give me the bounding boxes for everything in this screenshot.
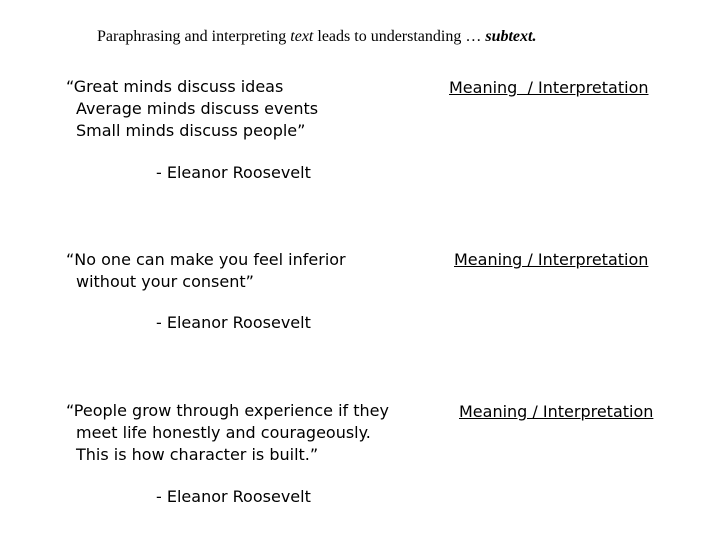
quote-3-line-3: This is how character is built.” <box>76 445 319 464</box>
quote-1-author: - Eleanor Roosevelt <box>156 163 311 182</box>
quote-1-line-2: Average minds discuss events <box>76 99 319 118</box>
quote-3-line-2: meet life honestly and courageously. <box>76 423 371 442</box>
quote-block-1 <box>66 76 318 142</box>
quote-1-line-3: Small minds discuss people” <box>76 121 306 140</box>
quote-1-line-1: “Great minds discuss ideas <box>66 77 284 96</box>
meaning-label-3: Meaning / Interpretation <box>459 402 654 421</box>
title-part-1: Paraphrasing and interpreting <box>97 28 291 45</box>
meaning-label-1: Meaning / Interpretation <box>449 78 649 97</box>
title-part-2: leads to understanding … <box>313 28 486 45</box>
quote-3-line-1: “People grow through experience if they <box>66 401 389 420</box>
quote-block-3 <box>66 400 389 466</box>
page-title <box>97 28 536 46</box>
quote-block-2 <box>66 249 346 293</box>
quote-3-author: - Eleanor Roosevelt <box>156 487 311 506</box>
quote-2-author: - Eleanor Roosevelt <box>156 313 311 332</box>
meaning-label-2: Meaning / Interpretation <box>454 250 649 269</box>
title-emphasis-subtext: subtext. <box>485 28 537 45</box>
quote-2-line-1: “No one can make you feel inferior <box>66 250 346 269</box>
quote-2-line-2: without your consent” <box>76 272 254 291</box>
title-emphasis-text: text <box>290 28 314 45</box>
